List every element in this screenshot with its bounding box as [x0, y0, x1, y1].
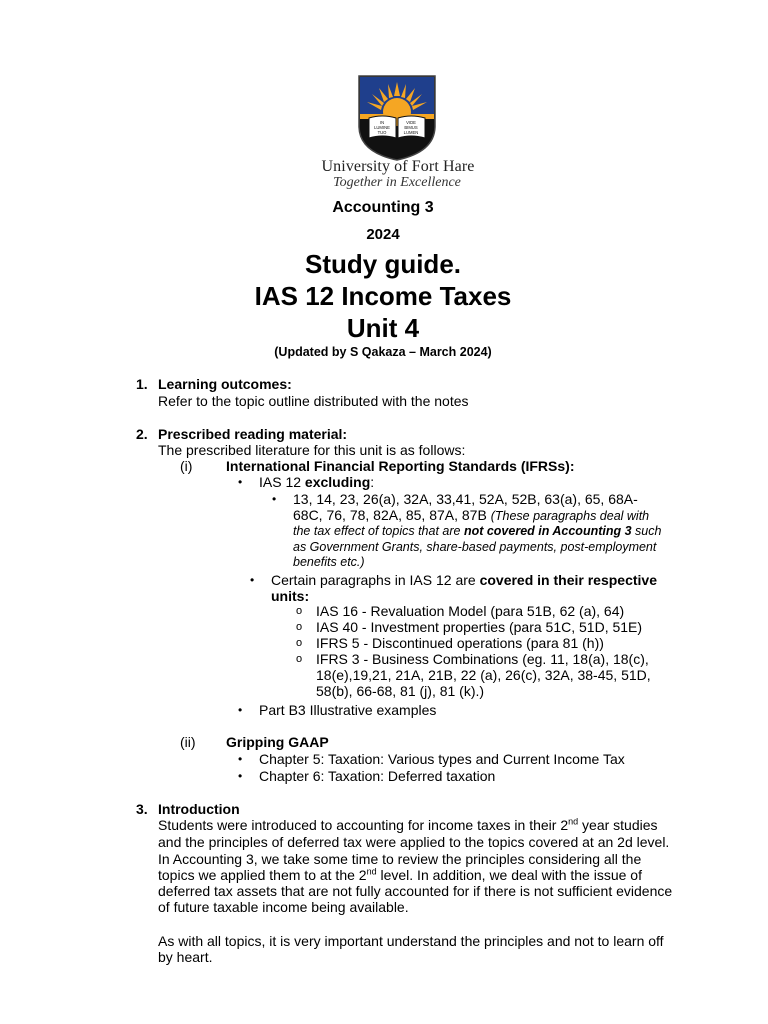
intro-para-2-line-1: As with all topics, it is very important understand the principles and not to learn off [158, 933, 664, 949]
circle-bullet-icon: o [296, 605, 303, 617]
crest-text-in: IN [379, 120, 385, 125]
intro-para-2-line-2: by heart. [158, 949, 213, 965]
sub-i-marker: (i) [180, 458, 193, 474]
updated-note: (Updated by S Qakaza – March 2024) [274, 345, 492, 359]
circle-bullet-icon: o [296, 653, 303, 665]
crest-text-vide: VIDE [406, 120, 416, 125]
course-name: Accounting 3 [332, 199, 434, 216]
section-1-body: Refer to the topic outline distributed with the notes [158, 393, 469, 409]
university-name: University of Fort Hare [321, 158, 475, 175]
gaap-item: Chapter 5: Taxation: Various types and Current Income Tax [259, 751, 625, 767]
excluded-paras-line-2: 68C, 76, 78, 82A, 85, 87A, 87B (These paragraphs deal with [293, 507, 650, 523]
bullet-icon: • [238, 703, 243, 717]
intro-para-1-line-6: of future taxable income being available. [158, 899, 409, 915]
intro-para-1-line-3: In Accounting 3, we take some time to review the principles considering all the [158, 851, 642, 867]
crest-text-bimus: BIMUS [404, 125, 418, 130]
sub-ii-marker: (ii) [180, 734, 196, 750]
university-motto: Together in Excellence [333, 175, 461, 190]
bullet-icon: • [250, 573, 255, 587]
intro-para-1-line-5: deferred tax assets that are not fully accounted for if there is not sufficient evidence [158, 883, 673, 899]
bullet-icon: • [238, 752, 243, 766]
intro-para-1-line-4: topics we applied them to at the 2nd level. In addition, we deal with the issue of [158, 866, 642, 883]
covered-item: IAS 16 - Revaluation Model (para 51B, 62 (a), 64) [316, 603, 625, 619]
course-year: 2024 [366, 226, 400, 243]
sub-ii-heading: Gripping GAAP [226, 734, 329, 750]
intro-para-1-line-2: and the principles of deferred tax were applied to the topics covered at an 2d level. [158, 834, 670, 850]
covered-item-ifrs3-line-2: 18(e),19,21, 21A, 21B, 22 (a), 26(c), 32A, 38-45, 51D, [316, 667, 651, 683]
excluded-paras-line-3: the tax effect of topics that are not covered in Accounting 3 such [293, 524, 662, 538]
crest-text-tuo: TUO [377, 130, 387, 135]
excluded-paras-line-1: 13, 14, 23, 26(a), 32A, 33,41, 52A, 52B, 63(a), 65, 68A- [293, 491, 638, 507]
covered-item: IFRS 3 - Business Combinations (eg. 11, 18(a), 18(c), [316, 651, 649, 667]
bullet-icon: • [238, 475, 243, 489]
gaap-item: Chapter 6: Taxation: Deferred taxation [259, 768, 496, 784]
covered-item-ifrs3-line-3: 58(b), 66-68, 81 (j), 81 (k).) [316, 683, 485, 699]
section-2-number: 2. [136, 426, 148, 442]
section-2-heading: Prescribed reading material: [158, 426, 348, 442]
title-line-3: Unit 4 [346, 313, 420, 343]
covered-item: IAS 40 - Investment properties (para 51C, 51D, 51E) [316, 619, 643, 635]
circle-bullet-icon: o [296, 621, 303, 633]
intro-para-1-line-1: Students were introduced to accounting for income taxes in their 2nd year studies [158, 816, 658, 833]
circle-bullet-icon: o [296, 637, 303, 649]
sub-i-heading: International Financial Reporting Standards (IFRSs): [226, 458, 575, 474]
bullet-icon: • [238, 769, 243, 783]
part-b3-line: Part B3 Illustrative examples [259, 702, 437, 718]
university-crest-logo [357, 74, 437, 162]
covered-item: IFRS 5 - Discontinued operations (para 81 (h)) [316, 635, 604, 651]
crest-text-lumen: LUMEN [403, 130, 419, 135]
title-line-1: Study guide. [305, 249, 461, 279]
bullet-icon: • [272, 492, 277, 506]
section-3-heading: Introduction [158, 801, 240, 817]
section-1-heading: Learning outcomes: [158, 376, 292, 392]
covered-line-2: units: [271, 588, 310, 604]
section-2-intro: The prescribed literature for this unit is as follows: [158, 442, 466, 458]
section-3-number: 3. [136, 801, 148, 817]
covered-line-1: Certain paragraphs in IAS 12 are covered in their respective [271, 572, 657, 588]
title-line-2: IAS 12 Income Taxes [254, 281, 512, 311]
crest-text-lumine: LUMINE [374, 125, 390, 130]
section-1-number: 1. [136, 376, 148, 392]
ias12-excluding-line: IAS 12 excluding: [259, 474, 375, 490]
excluded-paras-line-4: as Government Grants, share-based payments, post-employment [293, 540, 657, 554]
excluded-paras-line-5: benefits etc.) [293, 555, 365, 569]
